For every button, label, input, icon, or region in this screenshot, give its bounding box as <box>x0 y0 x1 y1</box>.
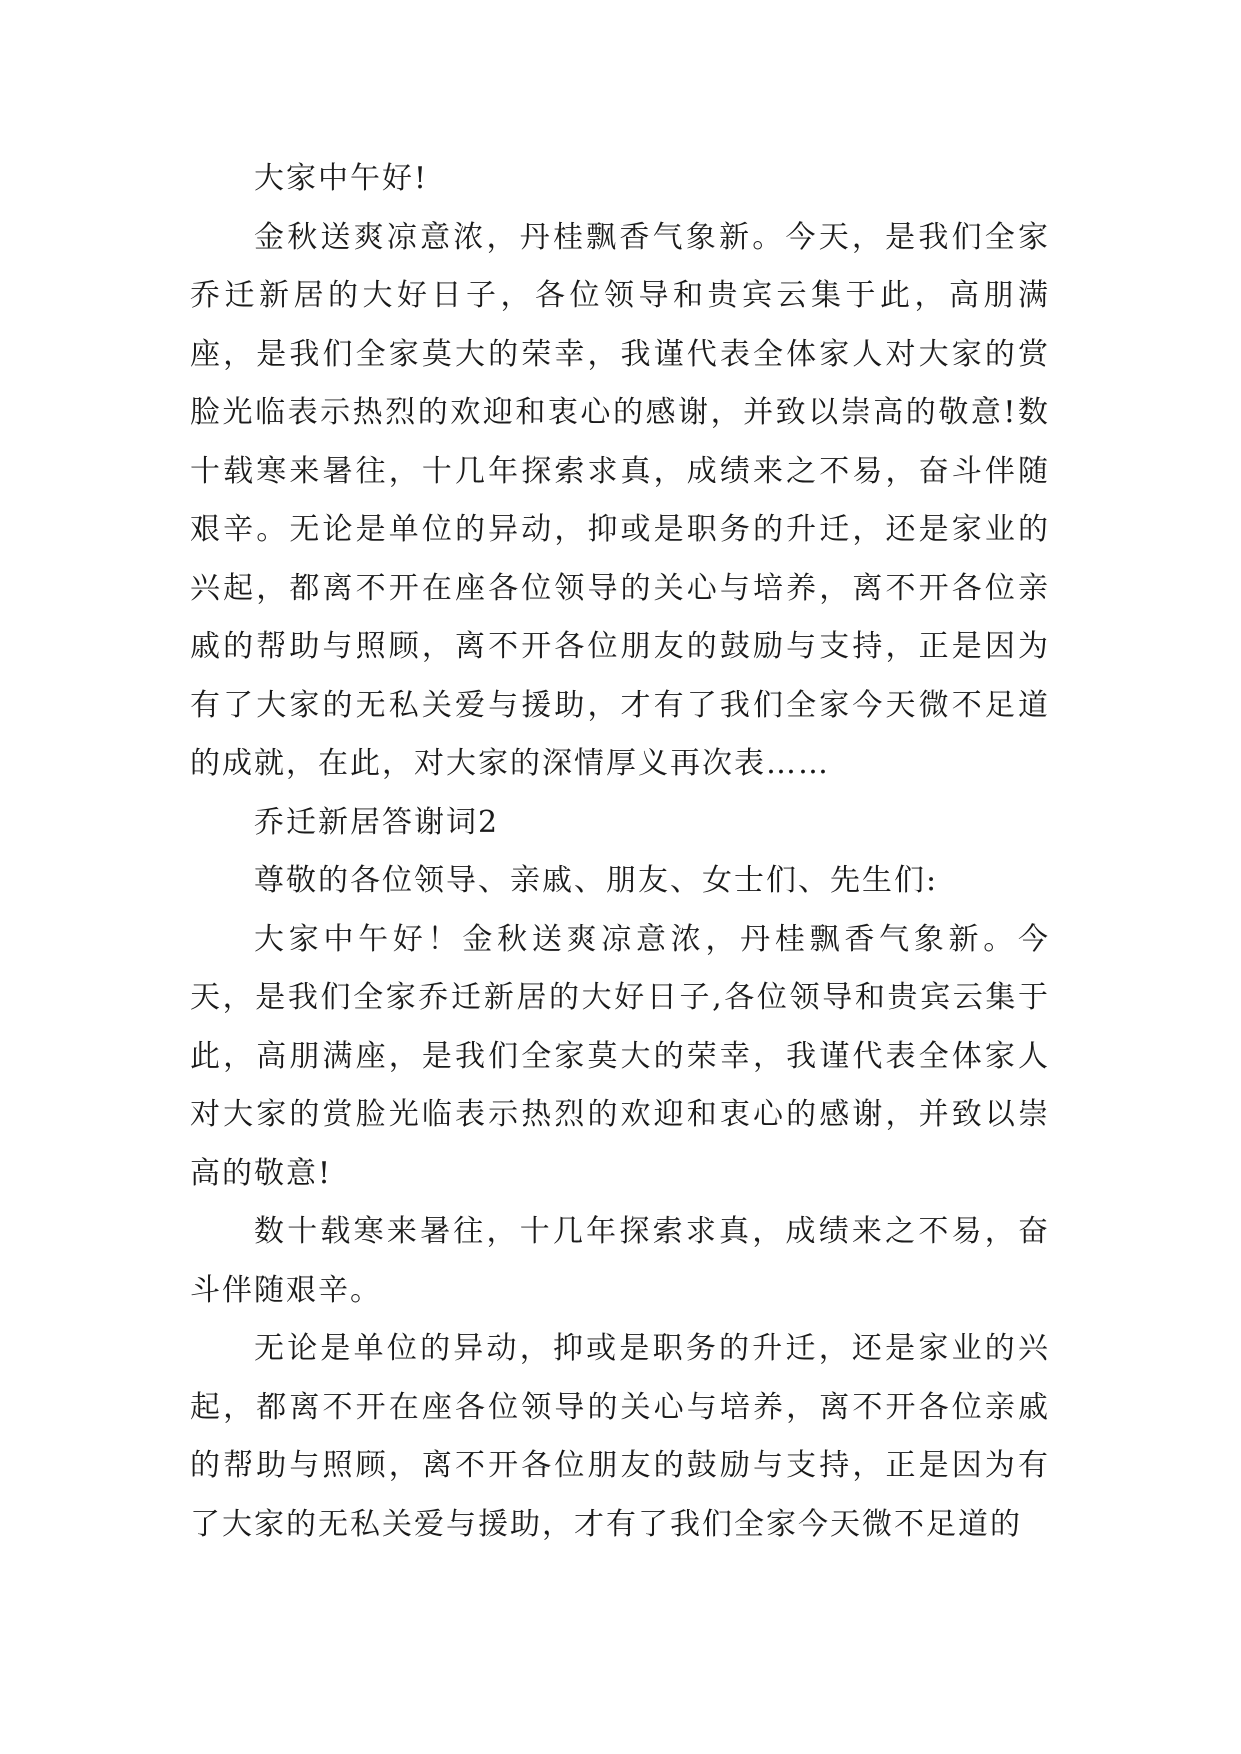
greeting-paragraph: 大家中午好! <box>254 161 429 196</box>
body-paragraph-2: 大家中午好！金秋送爽凉意浓，丹桂飘香气象新。今天，是我们全家乔迁新居的大好日子,各位领导和贵宾云集于此，高朋满座，是我们全家莫大的荣幸，我谨代表全体家人对大家的赏脸光临表示热烈的欢迎和衷心的感谢，并致以崇高的敬意! <box>190 921 1050 1191</box>
body-paragraph-4: 无论是单位的异动，抑或是职务的升迁，还是家业的兴起，都离不开在座各位领导的关心与培养，离不开各位亲戚的帮助与照顾，离不开各位朋友的鼓励与支持，正是因为有了大家的无私关爱与援助，才有了我们全家今天微不足道的 <box>190 1331 1050 1542</box>
salutation-paragraph: 尊敬的各位领导、亲戚、朋友、女士们、先生们: <box>254 863 939 898</box>
body-paragraph-3: 数十载寒来暑往，十几年探索求真，成绩来之不易，奋斗伴随艰辛。 <box>190 1214 1050 1308</box>
body-paragraph-1: 金秋送爽凉意浓，丹桂飘香气象新。今天，是我们全家乔迁新居的大好日子，各位领导和贵宾云集于此，高朋满座，是我们全家莫大的荣幸，我谨代表全体家人对大家的赏脸光临表示热烈的欢迎和衷心的感谢，并致以崇高的敬意!数十载寒来暑往，十几年探索求真，成绩来之不易，奋斗伴随艰辛。无论是单位的异动，抑或是职务的升迁，还是家业的兴起，都离不开在座各位领导的关心与培养，离不开各位亲戚的帮助与照顾，离不开各位朋友的鼓励与支持，正是因为有了大家的无私关爱与援助，才有了我们全家今天微不足道的成就，在此，对大家的深情厚义再次表…… <box>190 219 1050 781</box>
section-heading: 乔迁新居答谢词2 <box>254 804 500 840</box>
document-body <box>190 150 1050 1554</box>
